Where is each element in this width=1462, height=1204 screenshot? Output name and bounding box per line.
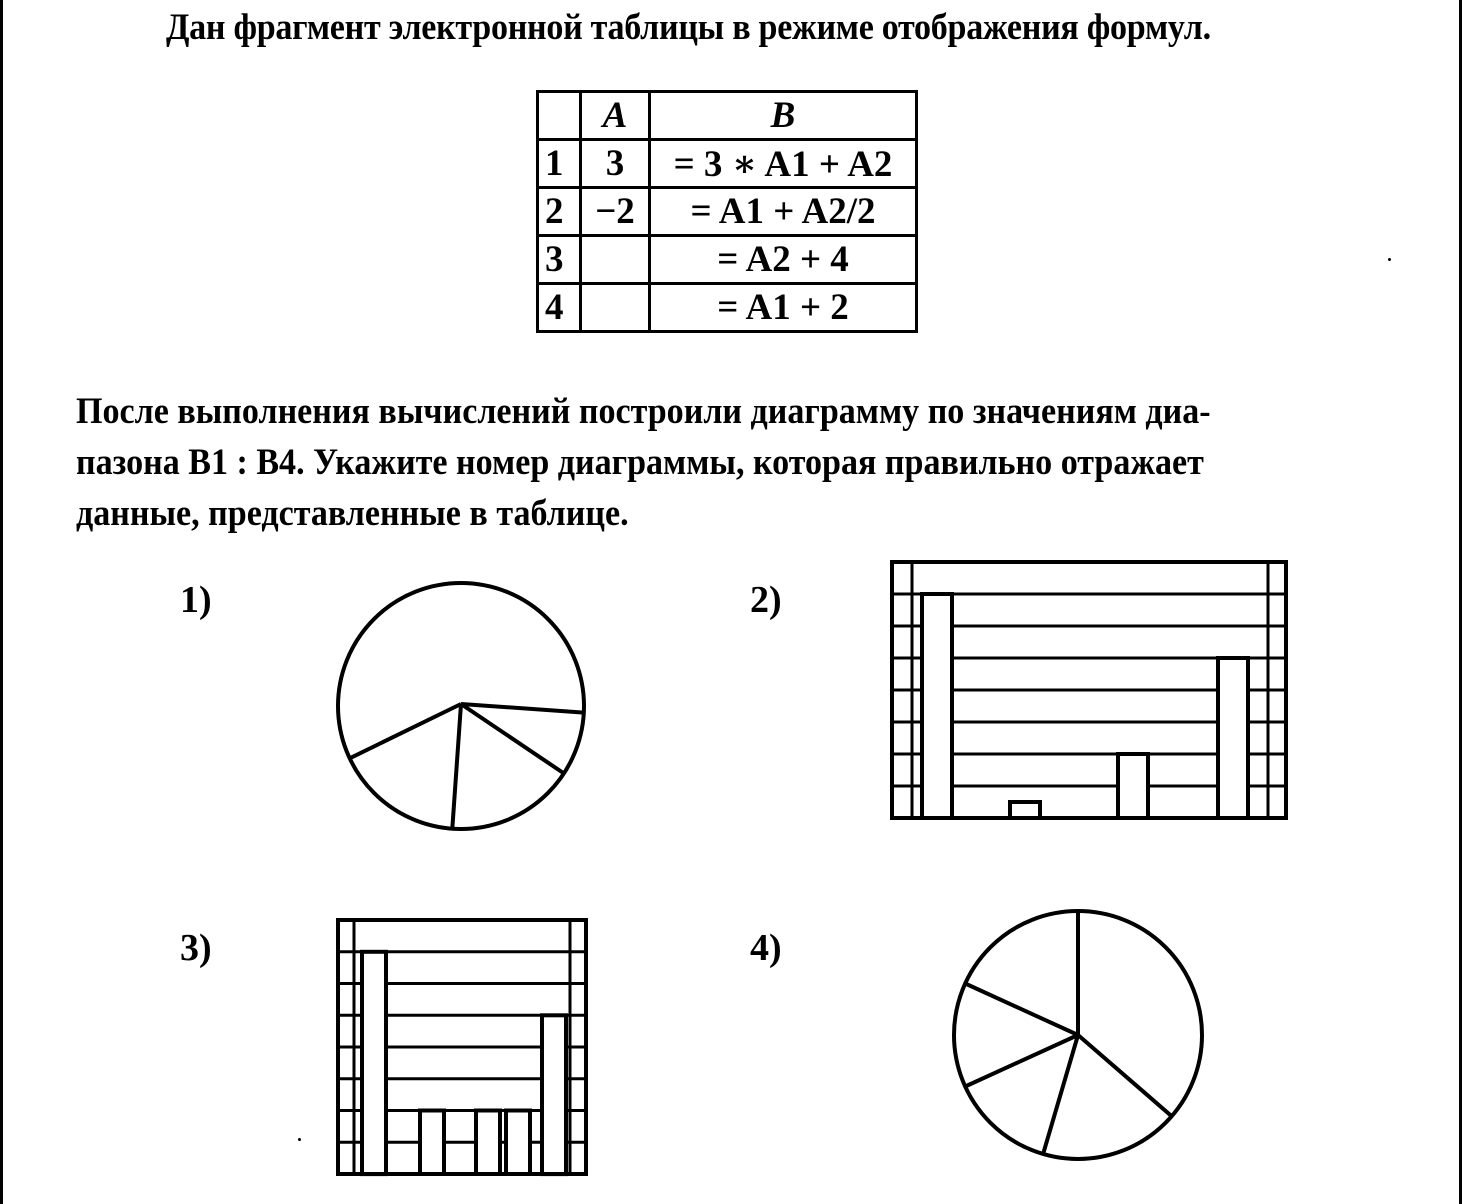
pie-slice-boundary [452,704,461,829]
cell-b2: = A1 + A2/2 [650,188,917,236]
pie-slice-boundary [1078,1035,1172,1116]
speck [298,1138,301,1141]
row-number: 2 [538,188,581,236]
row-number: 4 [538,284,581,332]
pie-slice-boundary [965,984,1078,1036]
row-number: 1 [538,140,581,188]
page-left-border [0,0,3,1204]
speck [1388,258,1391,261]
bar-4 [1218,658,1248,818]
pie-slice-boundary [1043,1035,1078,1154]
bar-1 [362,952,386,1174]
bar-4 [506,1111,530,1175]
cell-a2: −2 [581,188,650,236]
pie-slice-boundary [350,704,461,758]
table-row [538,188,917,236]
option-label-3: 3) [180,927,212,969]
option-label-4: 4) [750,927,782,969]
cell-a4 [581,284,650,332]
cell-b4: = A1 + 2 [650,284,917,332]
bar-5 [542,1015,566,1174]
option-label-2: 2) [750,579,782,621]
pie-chart-option-4 [952,918,1208,1158]
question-line: пазона B1 : B4. Укажите номер диаграммы, которая правильно отражает [76,442,1204,483]
cell-b1: = 3 ∗ A1 + A2 [650,140,917,188]
pie-slice-boundary [965,1035,1078,1087]
column-header-a: A [581,92,650,140]
column-header-b: B [650,92,917,140]
cell-a3 [581,236,650,284]
table-row [538,284,917,332]
question-paragraph [76,386,1406,539]
bar-3 [476,1111,500,1175]
bar-chart-option-3 [336,918,588,1176]
spreadsheet-table [536,90,918,333]
question-line: данные, представленные в таблице. [76,493,629,534]
pie-slice-boundary [461,704,584,713]
table-row [538,140,917,188]
bar-chart-option-2 [890,560,1288,820]
row-number: 3 [538,236,581,284]
cell-a1: 3 [581,140,650,188]
table-row [538,236,917,284]
table-header-row [538,92,917,140]
option-label-1: 1) [180,579,212,621]
bar-2 [420,1111,444,1175]
intro-text: Дан фрагмент электронной таблицы в режиме отображения формул. [166,7,1211,48]
cell-b3: = A2 + 4 [650,236,917,284]
bar-1 [922,594,952,818]
corner-cell [538,92,581,140]
bar-3 [1118,754,1148,818]
pie-slice-boundary [461,704,564,773]
question-line: После выполнения вычислений построили диаграмму по значениям диа- [76,391,1211,432]
pie-chart-option-1 [330,582,594,832]
bar-2 [1010,802,1040,818]
